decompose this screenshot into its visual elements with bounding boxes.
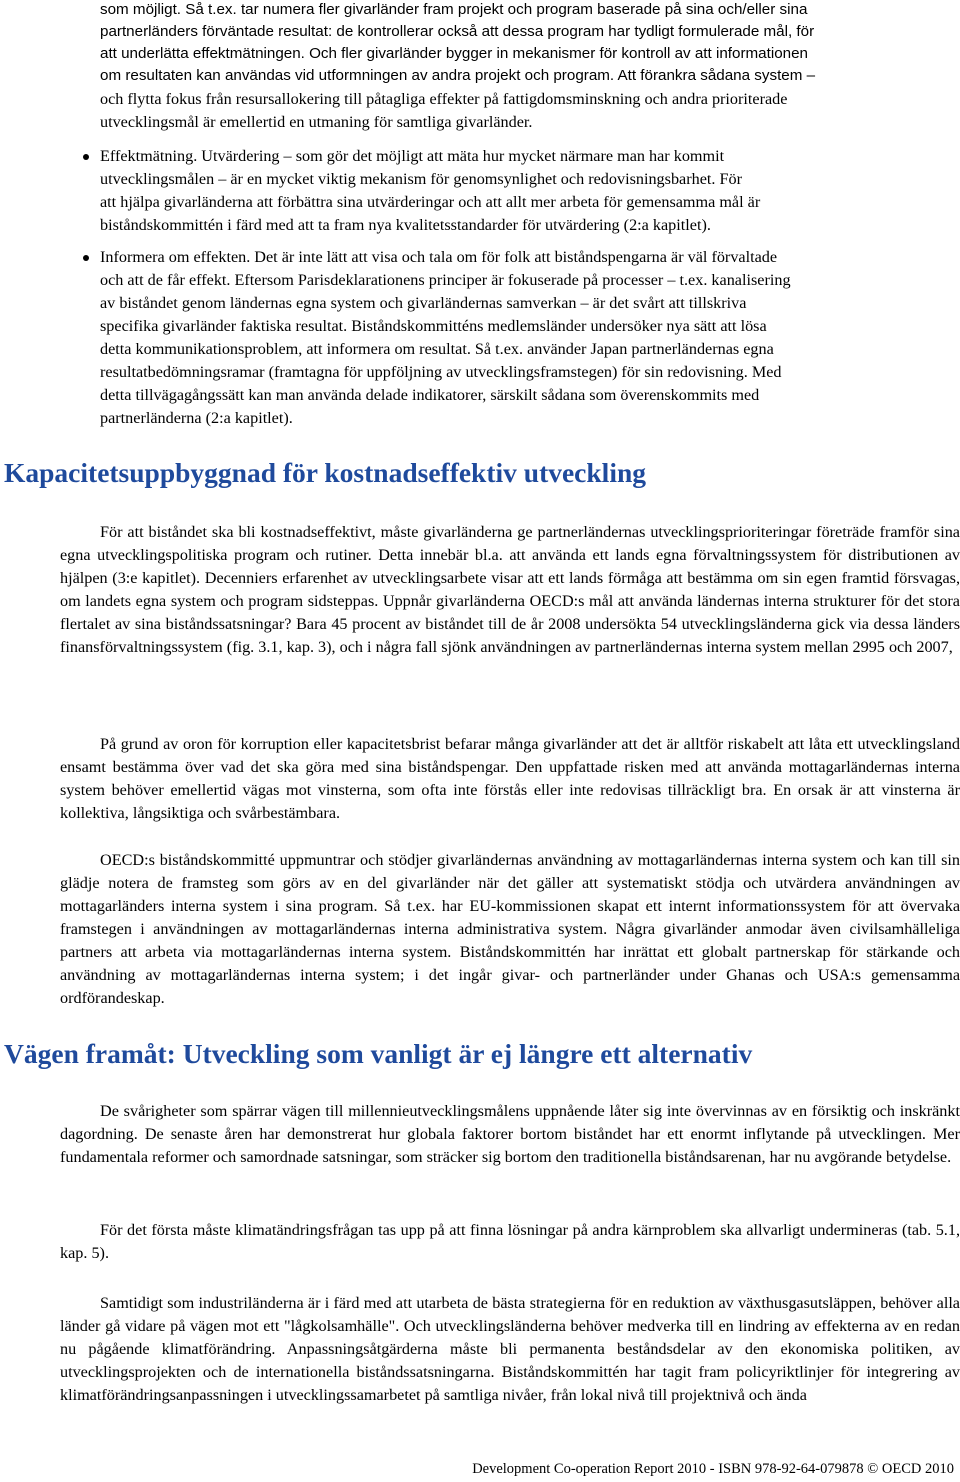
bullet-text-line: om resultaten kan användas vid utformningen av andra projekt och program. Att förankra sådana system – <box>100 67 816 84</box>
section-heading: Vägen framåt: Utveckling som vanligt är ej längre ett alternativ <box>4 1038 753 1069</box>
bullet-text-line: partnerländers förväntade resultat: de kontrollerar också att dessa program har tydligt formulerade mål, för <box>100 23 815 40</box>
paragraph: OECD:s biståndskommitté uppmuntrar och stödjer givarländernas användning av mottagarländernas interna system och kan till sin glädje notera de framsteg som görs av en del givarländer när det gäller att systematiskt stödja och utvärdera användningen av mottagarländers interna system i sina program. Så t.ex. har EU-kommissionen skapat ett internt informationssystem för att övervaka framstegen i användningen av mottagarländernas interna administrativa system. Några givarländer anmodar även civilsamhälleliga partners att arbeta via mottagarländernas interna system. Biståndskommittén har inrättat ett globalt partnerskap för stärkande och användning av mottagarländernas interna system; i det ingår givar- och partnerländer under Ghanas och USA:s gemensamma ordförandeskap. <box>60 851 960 1007</box>
bullet-dot <box>83 154 89 160</box>
bullet-text-line: och flytta fokus från resursallokering till påtagliga effekter på fattigdomsminskning och andra prioriterade <box>100 90 788 108</box>
bullet-text-line: utvecklingsmålen – är en mycket viktig mekanism för genomsynlighet och redovisningsbarhet. För <box>100 170 742 188</box>
paragraph: För att biståndet ska bli kostnadseffektivt, måste givarländerna ge partnerländernas utvecklingsprioriteringar företräde framför sina egna utvecklingspolitiska program och rutiner. Detta innebär bl.a. att använda ett lands egna förvaltningssystem för distributionen av hjälpen (3:e kapitlet). Decenniers erfarenhet av utvecklingsarbete visar att ett lands förmåga att bestämma om sin egen framtid försvagas, om landets egna system och program sidsteppas. Uppnår givarländerna OECD:s mål att använda ländernas interna strukturer för det stora flertalet av sina biståndssatsningar? Bara 45 procent av biståndet till de år 2008 undersökta 54 utvecklingsländerna gick via dessa länders finansförvaltningssystem (fig. 3.1, kap. 3), och i några fall sjönk användningen av partnerländernas interna system mellan 2995 och 2007, <box>60 523 960 656</box>
section-heading: Kapacitetsuppbyggnad för kostnadseffektiv utveckling <box>4 457 647 488</box>
paragraph: För det första måste klimatändringsfrågan tas upp på att finna lösningar på andra kärnproblem ska allvarligt undermineras (tab. 5.1, kap. 5). <box>60 1221 960 1262</box>
bullet-text-line: Informera om effekten. Det är inte lätt att visa och tala om för folk att biståndspengarna är väl förvaltade <box>100 248 778 266</box>
bullet-text-line: av biståndet genom ländernas egna system och givarländernas samverkan – är det svårt att tillskriva <box>100 294 747 312</box>
bullet-text-line: att hjälpa givarländerna att förbättra sina utvärderingar och att allt mer arbeta för gemensamma mål är <box>100 193 761 211</box>
bullet-text-line: detta tillvägagångssätt kan man använda delade indikatorer, särskilt sådana som överenskommits med <box>100 386 760 404</box>
paragraph: De svårigheter som spärrar vägen till millennieutvecklingsmålens uppnående låter sig inte övervinnas av en försiktig och inskränkt dagordning. De senaste åren har demonstrerat hur globala faktorer bortom biståndet har ett enormt inflytande på utvecklingen. Mer fundamentala reformer och samordnade satsningar, som sträcker sig bortom den traditionella biståndsarenan, har nu avgörande betydelse. <box>60 1102 960 1166</box>
bullet-text-line: och att de får effekt. Eftersom Parisdeklarationens principer är fokuserade på processer – t.ex. kanalisering <box>100 271 791 289</box>
paragraph: Samtidigt som industriländerna är i färd med att utarbeta de bästa strategierna för en reduktion av växthusgasutsläppen, behöver alla länder gå vidare på vägen mot ett "lågkolsamhälle". Och utvecklingsländerna behöver medverka till en lindring av effekterna av en redan nu pågående klimatförändring. Anpassningsåtgärderna måste bli permanenta beståndsdelar av den ekonomiska politiken, av utvecklingsprojekten och de internationella biståndssatsningarna. Biståndskommittén har tagit fram policyriktlinjer för integrering av klimatförändringsanpassningen i utvecklingssamarbetet på samtliga nivåer, från lokal nivå till projektnivå och ända <box>60 1294 960 1404</box>
bullet-text-line: resultatbedömningsramar (framtagna för uppföljning av utvecklingsframstegen) för sin redovisning. Med <box>100 363 782 381</box>
bullet-text-line: partnerländerna (2:a kapitlet). <box>100 409 293 427</box>
bullet-text-line: Effektmätning. Utvärdering – som gör det möjligt att mäta hur mycket närmare man har kommit <box>100 147 725 165</box>
bullet-text-line: utvecklingsmål är emellertid en utmaning för samtliga givarländer. <box>100 113 533 131</box>
page-footer: Development Co-operation Report 2010 - ISBN 978-92-64-079878 © OECD 2010 <box>472 1461 954 1477</box>
bullet-dot <box>83 255 89 261</box>
bullet-text-line: att underlätta effektmätningen. Och fler givarländer bygger in mekanismer för kontroll av att informationen <box>100 45 808 62</box>
bullet-text-line: som möjligt. Så t.ex. tar numera fler givarländer fram projekt och program baserade på sina och/eller sina <box>100 1 808 18</box>
bullet-text-line: biståndskommittén i färd med att ta fram nya kvalitetsstandarder för utvärdering (2:a kapitlet). <box>100 216 711 234</box>
paragraph: På grund av oron för korruption eller kapacitetsbrist befarar många givarländer att det är alltför riskabelt att låta ett utvecklingsland ensamt bestämma över vad det ska göra med sina biståndspengar. Den uppfattade risken med att använda mottagarländernas interna system behöver emellertid vägas mot vinsterna, som ofta inte förstås eller inte redovisas tillräckligt bra. En orsak är att vinsterna är kollektiva, långsiktiga och svårbestämbara. <box>60 735 960 822</box>
bullet-text-line: detta kommunikationsproblem, att informera om resultat. Så t.ex. använder Japan partnerländernas egna <box>100 340 774 358</box>
bullet-text-line: specifika givarländer faktiska resultat. Biståndskommitténs medlemsländer undersöker nya sätt att lösa <box>100 317 767 335</box>
